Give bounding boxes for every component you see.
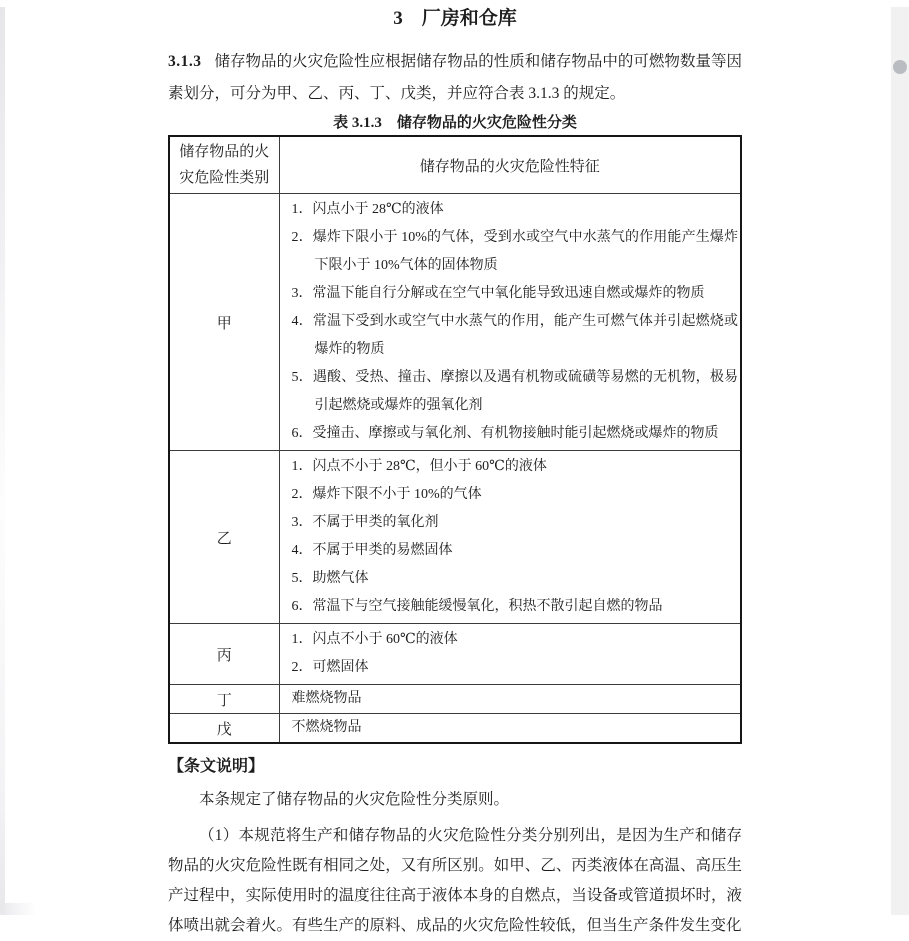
feature-item: 1．闪点不小于 60℃的液体	[291, 632, 458, 647]
page-corner-shadow	[0, 903, 36, 915]
category-cell: 乙	[169, 451, 279, 624]
table-caption: 表 3.1.3 储存物品的火灾危险性分类	[333, 115, 577, 131]
features-cell: 难燃烧物品	[279, 685, 741, 714]
feature-item: 4．不属于甲类的易燃固体	[291, 543, 453, 558]
category-cell: 丙	[169, 624, 279, 685]
scrollbar-thumb[interactable]	[893, 60, 907, 74]
commentary-paragraph: 本条规定了储存物品的火灾危险性分类原则。	[199, 791, 510, 808]
category-cell: 丁	[169, 685, 279, 714]
commentary-section	[168, 755, 742, 941]
feature-item: 6．受撞击、摩擦或与氧化剂、有机物接触时能引起燃烧或爆炸的物质	[291, 426, 719, 441]
category-cell: 甲	[169, 194, 279, 451]
table-row-yi	[169, 451, 741, 624]
hazard-classification-table	[168, 135, 742, 744]
features-cell: 不燃烧物品	[279, 714, 741, 744]
document-page	[0, 7, 891, 934]
commentary-paragraph: （1）本规范将生产和储存物品的火灾危险性分类分别列出，是因为生产和储存物品的火灾危险性既有相同之处，又有所区别。如甲、乙、丙类液体在高温、高压生产过程中，实际使用时的温度往往高于液体本身的自燃点，当设备或管道损坏时，液体喷出就会着火。有些生产的原料、成品的火灾危险性较低，但当生产条件发生变化	[168, 827, 742, 934]
feature-item: 6．常温下与空气接触能缓慢氧化，积热不散引起自燃的物品	[291, 599, 663, 614]
page-content	[168, 7, 742, 941]
feature-item: 2．爆炸下限不小于 10%的气体	[291, 487, 482, 502]
table-row-ding	[169, 685, 741, 714]
clause-number: 3.1.3	[168, 53, 202, 70]
features-cell	[279, 194, 741, 451]
col1-header: 储存物品的火灾危险性类别	[169, 136, 279, 194]
commentary-heading: 【条文说明】	[168, 758, 265, 775]
table-row-wu	[169, 714, 741, 744]
feature-item: 5．助燃气体	[291, 571, 369, 586]
chapter-title: 3 厂房和仓库	[393, 8, 517, 29]
clause-text: 储存物品的火灾危险性应根据储存物品的性质和储存物品中的可燃物数量等因素划分，可分为甲、乙、丙、丁、戊类，并应符合表 3.1.3 的规定。	[168, 53, 742, 102]
category-cell: 戊	[169, 714, 279, 744]
features-cell	[279, 451, 741, 624]
feature-item: 3．不属于甲类的氧化剂	[291, 515, 439, 530]
table-row-bing	[169, 624, 741, 685]
col2-header: 储存物品的火灾危险性特征	[279, 136, 741, 194]
feature-item: 1．闪点小于 28℃的液体	[291, 202, 444, 217]
feature-item: 2．可燃固体	[291, 660, 369, 675]
scrollbar-track[interactable]	[891, 7, 909, 915]
table-header-row	[169, 136, 741, 194]
page-left-edge-shadow	[0, 7, 5, 915]
feature-item: 1．闪点不小于 28℃，但小于 60℃的液体	[291, 459, 547, 474]
table-row-jia	[169, 194, 741, 451]
features-cell	[279, 624, 741, 685]
feature-item: 5．遇酸、受热、撞击、摩擦以及遇有机物或硫磺等易燃的无机物，极易引起燃烧或爆炸的强氧化剂	[291, 370, 738, 413]
feature-item: 4．常温下受到水或空气中水蒸气的作用，能产生可燃气体并引起燃烧或爆炸的物质	[291, 314, 738, 357]
feature-item: 2．爆炸下限小于 10%的气体，受到水或空气中水蒸气的作用能产生爆炸下限小于 10%气体的固体物质	[291, 230, 738, 273]
clause-3-1-3	[168, 46, 742, 110]
feature-item: 3．常温下能自行分解或在空气中氧化能导致迅速自燃或爆炸的物质	[291, 286, 705, 301]
